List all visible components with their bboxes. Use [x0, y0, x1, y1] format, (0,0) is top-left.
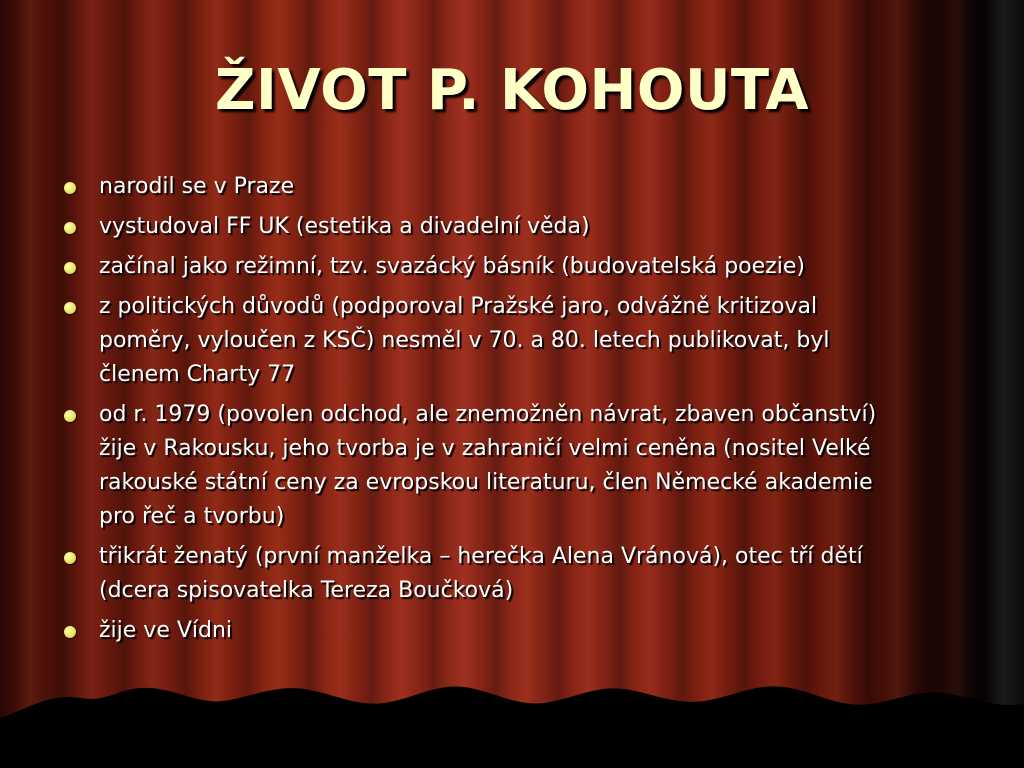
list-item: [62, 290, 912, 392]
slide-title: ŽIVOT P. KOHOUTA: [214, 58, 810, 123]
bullet-text: z politických důvodů (podporoval Pražské jaro, odvážně kritizoval poměry, vyloučen z KSČ) nesměl v 70. a 80. letech publikovat, byl členem Charty 77: [99, 294, 830, 387]
bullet-icon: [64, 262, 76, 274]
bullet-list: [62, 170, 912, 654]
bullet-icon: [64, 626, 76, 638]
bullet-text: začínal jako režimní, tzv. svazácký básník (budovatelská poezie): [99, 254, 805, 279]
curtain-fringe: [0, 678, 1024, 768]
list-item: [62, 250, 912, 284]
list-item: [62, 398, 912, 534]
list-item: [62, 540, 912, 608]
list-item: [62, 170, 912, 204]
bullet-icon: [64, 182, 76, 194]
bullet-icon: [64, 302, 76, 314]
bullet-icon: [64, 222, 76, 234]
bullet-text: třikrát ženatý (první manželka – herečka Alena Vránová), otec tří dětí (dcera spisovatelka Tereza Boučková): [99, 544, 863, 603]
list-item: [62, 614, 912, 648]
bullet-text: od r. 1979 (povolen odchod, ale znemožněn návrat, zbaven občanství) žije v Rakousku, jeho tvorba je v zahraničí velmi ceněna (nositel Velké rakouské státní ceny za evropskou literaturu, člen Německé akademie pro řeč a tvorbu): [99, 402, 877, 529]
bullet-icon: [64, 552, 76, 564]
bullet-text: narodil se v Praze: [99, 174, 295, 199]
bullet-text: žije ve Vídni: [99, 618, 233, 643]
bullet-text: vystudoval FF UK (estetika a divadelní věda): [99, 214, 590, 239]
list-item: [62, 210, 912, 244]
bullet-icon: [64, 410, 76, 422]
